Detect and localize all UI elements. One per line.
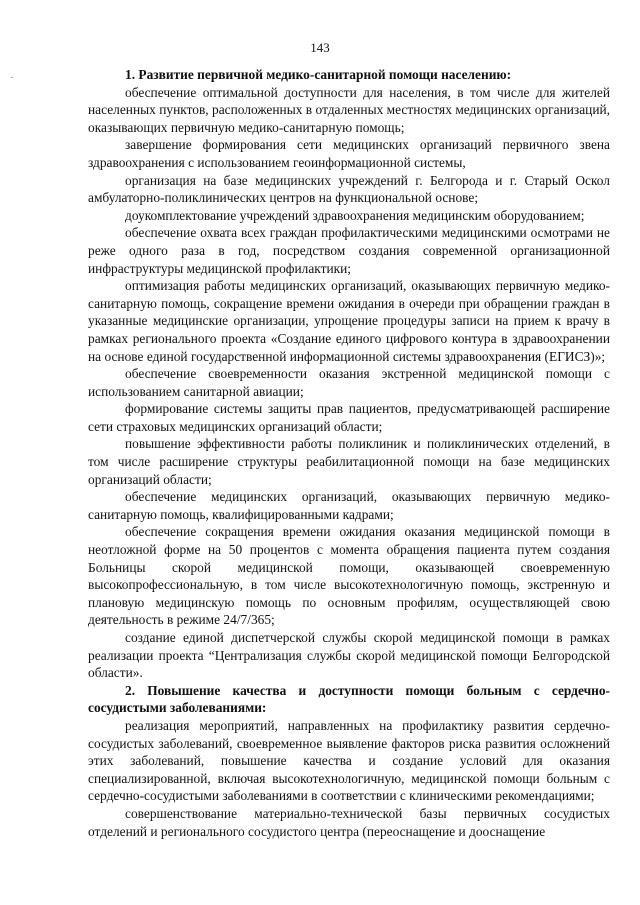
list-item: обеспечение оптимальной доступности для населения, в том числе для жителей населенных пунктов, расположенных в отдаленных местностях медицинских организаций, оказывающих первичную медико-санитарную помощь; <box>88 84 610 135</box>
list-item: формирование системы защиты прав пациентов, предусматривающей расширение сети страховых медицинских организаций области; <box>88 401 610 434</box>
list-item: создание единой диспетчерской службы скорой медицинской помощи в рамках реализации проекта “Централизация службы скорой медицинской помощи Белгородской области». <box>88 630 610 681</box>
list-item: совершенствование материально-технической базы первичных сосудистых отделений и регионального сосудистого центра (переоснащение и дооснащение <box>88 805 610 839</box>
document-body <box>88 66 610 840</box>
list-item: оптимизация работы медицинских организаций, оказывающих первичную медико-санитарную помощь, сокращение времени ожидания в очереди при обращении граждан в указанные медицинские организации, упрощение процедуры записи на прием к врачу в рамках регионального проекта «Создание единого цифрового контура в здравоохранении на основе единой государственной информационной системы здравоохранения (ЕГИСЗ)»; <box>88 278 610 364</box>
list-item: реализация мероприятий, направленных на профилактику развития сердечно-сосудистых заболеваний, своевременное выявление факторов риска развития осложнений этих заболеваний, повышение качества и создание условий для оказания специализированной, включая высокотехнологичную, медицинской помощи больным с сердечно-сосудистыми заболеваниями в соответствии с клиническими рекомендациями; <box>88 717 610 804</box>
section-heading-1: 1. Развитие первичной медико-санитарной помощи населению: <box>125 67 512 82</box>
list-item: доукомплектование учреждений здравоохранения медицинским оборудованием; <box>125 207 585 223</box>
list-item: обеспечение охвата всех граждан профилактическими медицинскими осмотрами не реже одного раза в год, посредством создания современной организационной инфраструктуры медицинской профилактики; <box>88 225 610 276</box>
list-item: обеспечение сокращения времени ожидания оказания медицинской помощи в неотложной форме на 50 процентов с момента обращения пациента путем создания Больницы скорой медицинской помощи, оказывающей своевременную высокопрофессиональную, в том числе высокотехнологичную помощь, экстренную и плановую медицинскую помощь по основным профилям, осуществляющей свою деятельность в режиме 24/7/365; <box>88 524 610 628</box>
list-item: повышение эффективности работы поликлиник и поликлинических отделений, в том числе расширение структуры реабилитационной помощи на базе медицинских организаций области; <box>88 436 610 487</box>
page-number: 143 <box>310 40 330 55</box>
list-item: обеспечение медицинских организаций, оказывающих первичную медико-санитарную помощь, квалифицированными кадрами; <box>88 489 610 522</box>
list-item: завершение формирования сети медицинских организаций первичного звена здравоохранения с использованием геоинформационной системы, <box>88 137 610 170</box>
scan-speck-mark: · <box>10 72 14 84</box>
list-item: обеспечение своевременности оказания экстренной медицинской помощи с использованием санитарной авиации; <box>88 366 610 399</box>
section-heading-2: 2. Повышение качества и доступности помощи больным с сердечно-сосудистыми заболеваниями: <box>88 682 610 716</box>
list-item: организация на базе медицинских учреждений г. Белгорода и г. Старый Оскол амбулаторно-поликлинических центров на функциональной основе; <box>88 172 610 206</box>
